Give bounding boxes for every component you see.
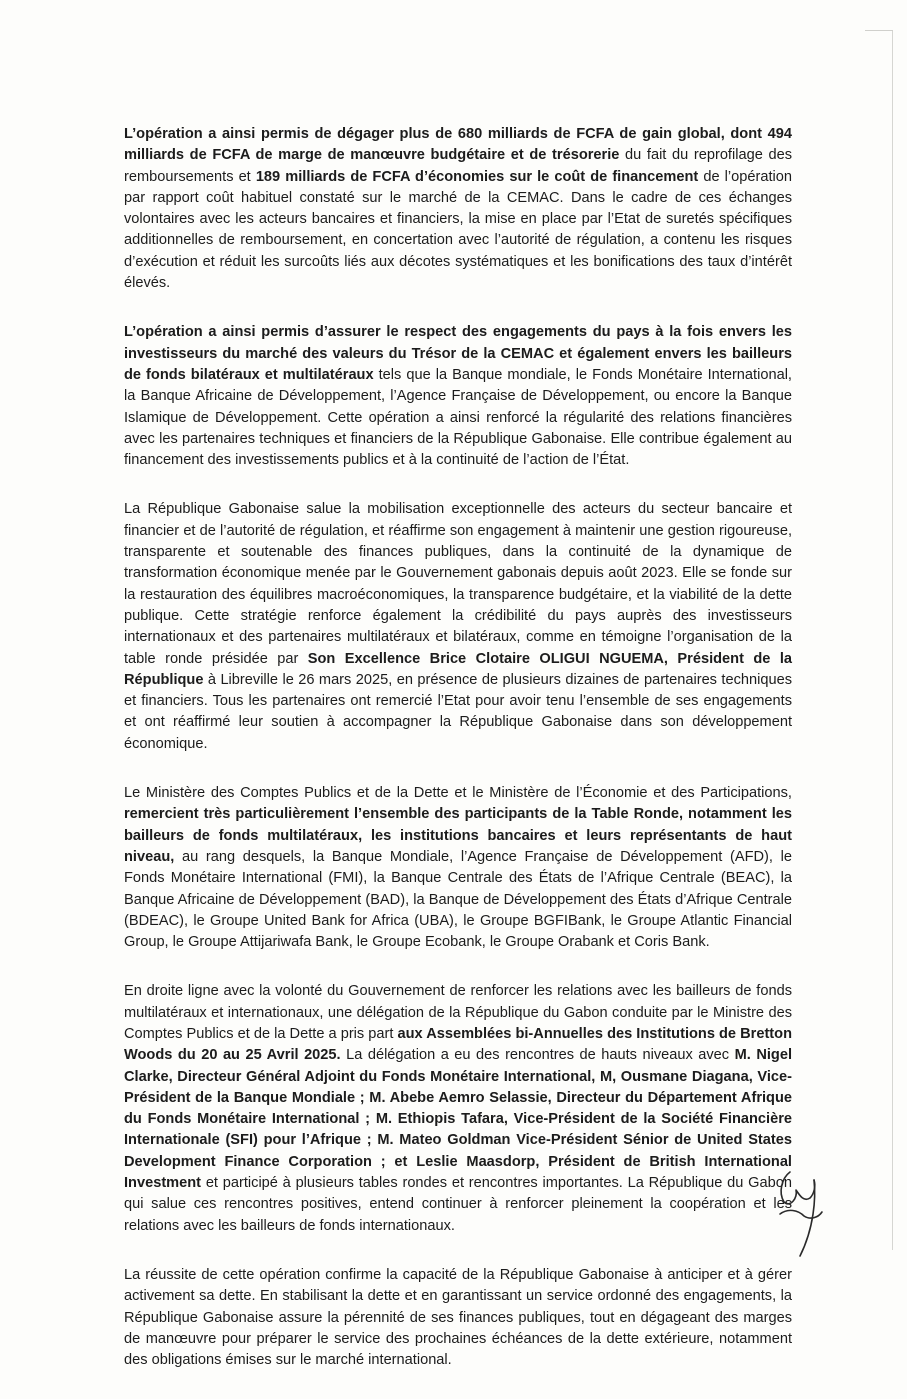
text-segment: à Libreville le 26 mars 2025, en présence de plusieurs dizaines de partenaires techniques et financiers. Tous les partenaires ont remercié l’Etat pour avoir tenu l’ensemble de ses engagements et ont réaffirmé leur soutien à accompagner la République Gabonaise dans son développement économique.	[124, 671, 792, 752]
bold-text-segment: remercient très particulièrement l’ensemble des participants de la Table Ronde, notamment les bailleurs de fonds multilatéraux, les institutions bancaires et leurs représentants de haut niveau,	[124, 806, 792, 865]
text-segment: Le Ministère des Comptes Publics et de la Dette et le Ministère de l’Économie et des Participations,	[124, 785, 792, 802]
paragraph-1	[124, 124, 792, 294]
bold-text-segment: L’opération a ainsi permis d’assurer le respect des engagements du pays à la fois envers les investisseurs du marché des valeurs du Trésor de la CEMAC et également envers les bailleurs de fonds bilatéraux et multilatéraux	[124, 324, 792, 383]
text-segment: de l’opération par rapport coût habituel constaté sur le marché de la CEMAC. Dans le cadre de ces échanges volontaires avec les acteurs bancaires et financiers, la mise en place par l’Etat de suretés spécifiques additionnelles de remboursement, en concertation avec l’autorité de régulation, a contenu les risques d’exécution et réduit les surcoûts liés aux décotes systématiques et les bonifications des taux d’intérêt élevés.	[124, 168, 792, 292]
bold-text-segment: L’opération a ainsi permis de dégager plus de 680 milliards de FCFA de gain global, dont 494 milliards de FCFA de marge de manœuvre budgétaire et de trésorerie	[124, 126, 792, 164]
paragraph-3	[124, 499, 792, 755]
paragraph-4	[124, 783, 792, 953]
handwritten-initials-icon	[770, 1168, 832, 1260]
paragraph-5	[124, 981, 792, 1237]
text-segment: du fait du reprofilage des remboursements et	[124, 147, 792, 185]
text-segment: au rang desquels, la Banque Mondiale, l’Agence Française de Développement (AFD), le Fonds Monétaire International (FMI), la Banque Centrale des États de l’Afrique Centrale (BEAC), la Banque Africaine de Développement (BAD), la Banque de Développement des États d’Afrique Centrale (BDEAC), le Groupe United Bank for Africa (UBA), le Groupe BGFIBank, le Groupe Atlantic Financial Group, le Groupe Attijariwafa Bank, le Groupe Ecobank, le Groupe Orabank et Coris Bank.	[124, 848, 792, 951]
text-segment: tels que la Banque mondiale, le Fonds Monétaire International, la Banque Africaine de Développement, l’Agence Française de Développement, ou encore la Banque Islamique de Développement. Cette opération a ainsi renforcé la régularité des relations financières avec les partenaires techniques et financiers de la République Gabonaise. Elle contribue également au financement des investissements publics et à la continuité de l’action de l’État.	[124, 366, 792, 469]
document-body	[124, 124, 792, 1399]
bold-text-segment: Son Excellence Brice Clotaire OLIGUI NGUEMA, Président de la République	[124, 650, 792, 688]
text-segment: La République Gabonaise salue la mobilisation exceptionnelle des acteurs du secteur bancaire et financier et de l’autorité de régulation, et réaffirme son engagement à maintenir une gestion rigoureuse, transparente et soutenable des finances publiques, dans la continuité de la dynamique de transformation économique menée par le Gouvernement gabonais depuis août 2023. Elle se fonde sur la restauration des équilibres macroéconomiques, la transparence budgétaire, et la viabilité de la dette publique. Cette stratégie renforce également la crédibilité du pays auprès des investisseurs internationaux et des partenaires multilatéraux et bilatéraux, comme en témoigne l’organisation de la table ronde présidée par	[124, 501, 792, 667]
page-edge-corner	[865, 30, 893, 31]
paragraph-2	[124, 322, 792, 471]
page-edge-line	[892, 30, 893, 1250]
text-segment: En droite ligne avec la volonté du Gouvernement de renforcer les relations avec les bailleurs de fonds multilatéraux et internationaux, une délégation de la République du Gabon conduite par le Ministre des Comptes Publics et de la Dette a pris part	[124, 983, 792, 1042]
bold-text-segment: 189 milliards de FCFA d’économies sur le coût de financement	[255, 168, 699, 185]
bold-text-segment: M. Nigel Clarke, Directeur Général Adjoint du Fonds Monétaire International, M, Ousmane Diagana, Vice-Président de la Banque Mondiale ; M. Abebe Aemro Selassie, Directeur du Département Afrique du Fonds Monétaire International ; M. Ethiopis Tafara, Vice-Président de la Société Financière Internationale (SFI) pour l’Afrique ; M. Mateo Goldman Vice-Président Sénior de United States Development Finance Corporation ; et Leslie Maasdorp, Président de British International Investment	[124, 1047, 793, 1192]
text-segment: et participé à plusieurs tables rondes et rencontres importantes. La République du Gabon qui salue ces rencontres positives, entend continuer à renforcer pleinement la coopération et les relations avec les bailleurs de fonds internationaux.	[124, 1175, 792, 1234]
paragraph-6	[124, 1265, 792, 1371]
bold-text-segment: aux Assemblées bi-Annuelles des Institutions de Bretton Woods du 20 au 25 Avril 2025.	[124, 1025, 792, 1064]
text-segment: La réussite de cette opération confirme la capacité de la République Gabonaise à anticiper et à gérer activement sa dette. En stabilisant la dette et en garantissant un service ordonné des engagements, la République Gabonaise assure la pérennité de ses finances publiques, tout en dégageant des marges de manœuvre pour préparer le service des prochaines échéances de la dette extérieure, notamment des obligations émises sur le marché international.	[124, 1266, 792, 1369]
text-segment: La délégation a eu des rencontres de hauts niveaux avec	[340, 1047, 735, 1064]
